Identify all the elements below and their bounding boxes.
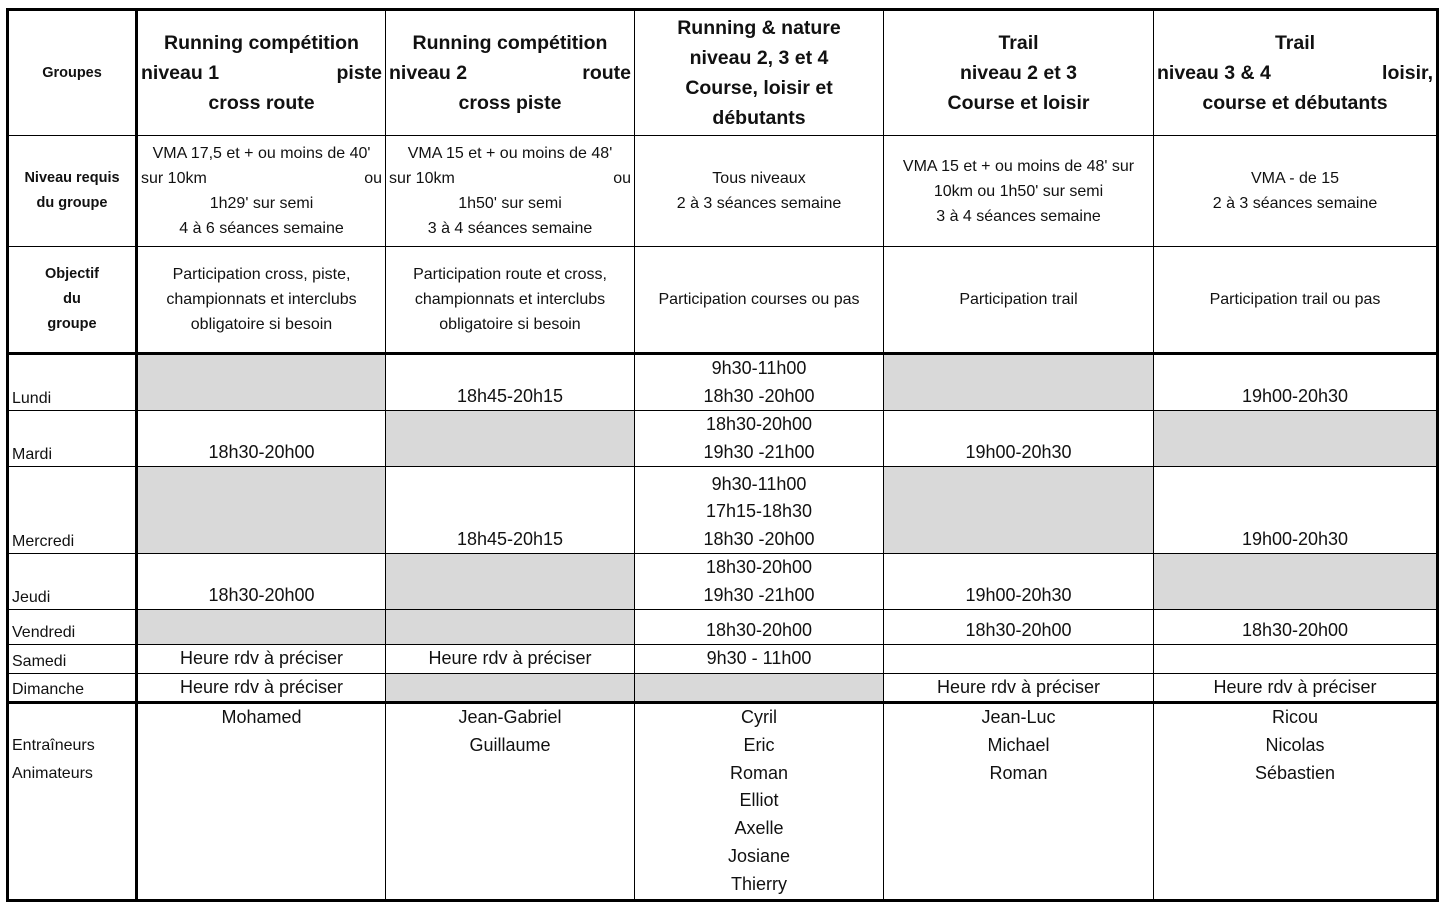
info-line: 1h50' sur semi	[458, 195, 562, 212]
time-slot	[635, 467, 884, 554]
empty-slot	[137, 610, 386, 645]
info-line: obligatoire si besoin	[190, 316, 333, 333]
coach-name: Mohamed	[221, 707, 302, 727]
coach-name: Ricou	[1271, 707, 1319, 727]
info-line	[389, 166, 631, 191]
header-text: piste	[336, 62, 382, 84]
coach-list	[884, 703, 1154, 901]
time-slot	[635, 554, 884, 610]
slot-line: 17h15-18h30	[705, 501, 813, 521]
slot-line: 9h30-11h00	[711, 358, 807, 378]
coach-name: Guillaume	[469, 734, 551, 755]
time-slot: 19h00-20h30	[884, 554, 1154, 610]
schedule-table	[6, 8, 1439, 902]
day-label: Mardi	[8, 411, 137, 467]
empty-slot	[386, 673, 635, 703]
header-text: niveau 1	[141, 62, 220, 84]
time-slot: Heure rdv à préciser	[137, 673, 386, 703]
info-line: VMA - de 15	[1250, 170, 1340, 187]
header-text: loisir,	[1382, 62, 1433, 84]
slot-line: 19h30 -21h00	[703, 441, 815, 462]
info-line: 3 à 4 séances semaine	[936, 207, 1101, 225]
coach-name: Jean-Gabriel	[458, 707, 562, 727]
info-line: Participation cross, piste,	[172, 266, 351, 283]
header-text: route	[582, 62, 631, 84]
info-line: 10km ou 1h50' sur semi	[933, 182, 1104, 200]
coach-list	[137, 703, 386, 901]
header-line: niveau 2 et 3	[959, 62, 1078, 84]
info-line: Participation route et cross,	[413, 266, 607, 283]
coach-name: Eric	[743, 734, 775, 755]
day-row-vendredi	[8, 610, 1438, 645]
label-line: du	[63, 291, 81, 307]
time-slot: Heure rdv à préciser	[137, 645, 386, 674]
header-line: cross piste	[458, 92, 562, 114]
level-cell	[1154, 136, 1438, 247]
empty-slot	[137, 467, 386, 554]
level-cell	[137, 136, 386, 247]
empty-slot	[1154, 554, 1438, 610]
groups-label: Groupes	[8, 10, 137, 136]
info-line: 2 à 3 séances semaine	[676, 195, 842, 212]
slot-line: 9h30-11h00	[711, 473, 807, 494]
day-row-mercredi	[8, 467, 1438, 554]
info-line: VMA 15 et + ou moins de 48'	[407, 145, 613, 162]
info-line: championnats et interclubs	[414, 291, 606, 308]
label-line: Objectif	[45, 266, 99, 282]
day-label: Dimanche	[8, 673, 137, 703]
slot-line: 18h30-20h00	[705, 557, 813, 577]
coach-name: Nicolas	[1265, 734, 1325, 755]
time-slot: 9h30 - 11h00	[635, 645, 884, 674]
info-text: ou	[613, 170, 631, 187]
time-slot: 18h30-20h00	[884, 610, 1154, 645]
header-line: Running compétition	[412, 32, 608, 54]
coach-list	[635, 703, 884, 901]
time-slot	[635, 411, 884, 467]
time-slot: 18h45-20h15	[386, 354, 635, 411]
time-slot: Heure rdv à préciser	[386, 645, 635, 674]
info-line: VMA 15 et + ou moins de 48' sur	[902, 157, 1135, 175]
objective-label	[8, 247, 137, 354]
coach-name: Thierry	[730, 873, 787, 894]
level-label	[8, 136, 137, 247]
empty-slot	[137, 354, 386, 411]
objective-cell	[386, 247, 635, 354]
info-line: 1h29' sur semi	[209, 195, 314, 212]
info-text: sur 10km	[389, 170, 455, 187]
info-text: sur 10km	[141, 170, 207, 187]
header-text: niveau 2	[389, 62, 468, 84]
time-slot: 18h30-20h00	[635, 610, 884, 645]
coach-name: Roman	[989, 762, 1048, 783]
day-row-lundi	[8, 354, 1438, 411]
label-line: Entraîneurs	[12, 737, 95, 754]
level-cell	[884, 136, 1154, 247]
time-slot: 19h00-20h30	[1154, 354, 1438, 411]
time-slot: Heure rdv à préciser	[884, 673, 1154, 703]
day-label: Mercredi	[8, 467, 137, 554]
info-line: 4 à 6 séances semaine	[179, 220, 344, 237]
empty-slot	[884, 354, 1154, 411]
day-label: Vendredi	[8, 610, 137, 645]
header-line: niveau 2, 3 et 4	[689, 47, 829, 69]
empty-slot	[884, 645, 1154, 674]
day-row-samedi	[8, 645, 1438, 674]
info-line	[141, 166, 382, 191]
objective-cell: Participation trail	[884, 247, 1154, 354]
empty-slot	[1154, 645, 1438, 674]
header-line: Course, loisir et	[685, 77, 833, 99]
info-line: VMA 17,5 et + ou moins de 40'	[152, 145, 371, 162]
slot-line: 18h30 -20h00	[703, 385, 815, 406]
group-header-running-competition-1	[137, 10, 386, 136]
info-text: ou	[364, 170, 382, 187]
header-line: course et débutants	[1202, 92, 1388, 114]
time-slot: 18h30-20h00	[137, 411, 386, 467]
day-row-mardi	[8, 411, 1438, 467]
label-line: groupe	[47, 316, 97, 332]
header-line	[1157, 58, 1433, 88]
info-line: Tous niveaux	[712, 170, 806, 187]
empty-slot	[1154, 411, 1438, 467]
empty-slot	[386, 411, 635, 467]
empty-slot	[386, 610, 635, 645]
info-line: championnats et interclubs	[166, 291, 357, 308]
coach-list	[386, 703, 635, 901]
slot-line: 18h30 -20h00	[703, 528, 815, 549]
header-line: débutants	[712, 107, 806, 129]
coaches-row	[8, 703, 1438, 901]
empty-slot	[884, 467, 1154, 554]
coach-name: Michael	[987, 734, 1050, 755]
day-label: Samedi	[8, 645, 137, 674]
coaches-label	[8, 703, 137, 901]
time-slot: 19h00-20h30	[1154, 467, 1438, 554]
label-line: du groupe	[36, 195, 108, 211]
info-line: 3 à 4 séances semaine	[427, 220, 593, 237]
group-header-running-competition-2	[386, 10, 635, 136]
info-line: obligatoire si besoin	[439, 316, 581, 333]
group-header-trail-2-3	[884, 10, 1154, 136]
header-line	[141, 58, 382, 88]
objective-cell	[137, 247, 386, 354]
label-line: Niveau requis	[24, 170, 120, 186]
coach-list	[1154, 703, 1438, 901]
slot-line: 18h30-20h00	[705, 414, 813, 434]
slot-line: 19h30 -21h00	[703, 584, 815, 605]
objective-row	[8, 247, 1438, 354]
label-line: Animateurs	[12, 765, 93, 782]
coach-name: Elliot	[739, 790, 779, 811]
day-label: Lundi	[8, 354, 137, 411]
header-text: niveau 3 & 4	[1157, 62, 1271, 84]
header-row	[8, 10, 1438, 136]
coach-name: Josiane	[727, 845, 791, 866]
objective-cell: Participation courses ou pas	[635, 247, 884, 354]
coach-name: Cyril	[741, 707, 777, 727]
group-header-trail-3-4	[1154, 10, 1438, 136]
header-line	[389, 58, 631, 88]
day-label: Jeudi	[8, 554, 137, 610]
coach-name: Roman	[729, 762, 789, 783]
group-header-running-nature	[635, 10, 884, 136]
level-row	[8, 136, 1438, 247]
time-slot: 18h30-20h00	[1154, 610, 1438, 645]
coach-name: Jean-Luc	[981, 707, 1056, 727]
level-cell	[386, 136, 635, 247]
coach-name: Sébastien	[1254, 762, 1336, 783]
info-line: 2 à 3 séances semaine	[1212, 195, 1378, 212]
time-slot: 18h45-20h15	[386, 467, 635, 554]
level-cell	[635, 136, 884, 247]
objective-cell: Participation trail ou pas	[1154, 247, 1438, 354]
day-row-dimanche	[8, 673, 1438, 703]
time-slot: 19h00-20h30	[884, 411, 1154, 467]
header-line: Course et loisir	[947, 92, 1090, 114]
empty-slot	[386, 554, 635, 610]
header-line: Trail	[1274, 32, 1316, 54]
time-slot	[635, 354, 884, 411]
day-row-jeudi	[8, 554, 1438, 610]
empty-slot	[635, 673, 884, 703]
header-line: Trail	[998, 32, 1039, 54]
coach-name: Axelle	[734, 818, 784, 839]
header-line: Running compétition	[164, 32, 359, 54]
time-slot: Heure rdv à préciser	[1154, 673, 1438, 703]
time-slot: 18h30-20h00	[137, 554, 386, 610]
header-line: Running & nature	[677, 17, 841, 39]
header-line: cross route	[208, 92, 315, 114]
